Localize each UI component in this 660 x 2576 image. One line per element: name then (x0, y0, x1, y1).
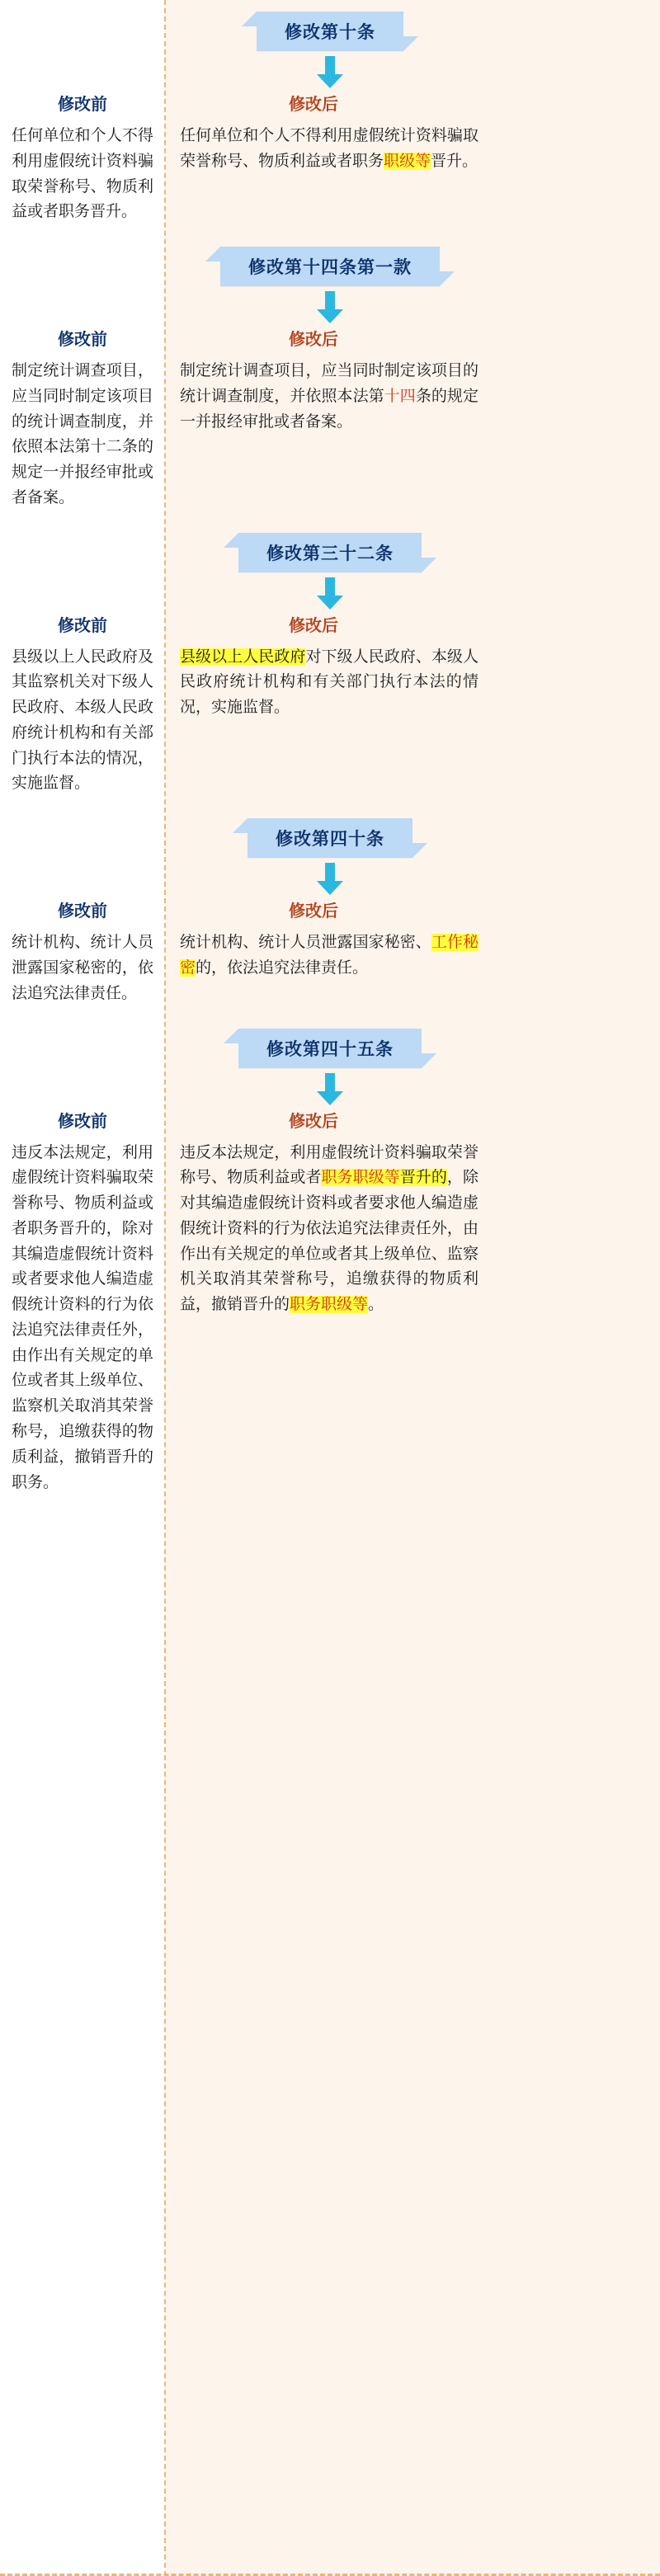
after-text-run: 制定统计调查项目，应当同时制定该项目的统计调查制度，并依照本法第 (180, 362, 478, 405)
section-banner-wrap (0, 818, 660, 858)
after-column-header: 修改后 (289, 331, 338, 350)
after-text-column (165, 359, 660, 435)
after-column-header: 修改后 (289, 902, 338, 921)
section-title: 修改第四十五条 (238, 1029, 422, 1068)
after-text-run: 违反本法规定，利用虚假统计资料骗取荣誉称号、物质利益或者 (180, 1143, 478, 1187)
comparison-columns (0, 1141, 660, 1518)
section-banner-wrap (0, 247, 660, 286)
after-text-run-changed: 职务职级等 (290, 1296, 369, 1314)
section-banner-wrap (0, 533, 660, 572)
after-text-run: 对下级人民政府、本级人民政府统计机构和有关部门执行本法的情况，实施监督。 (180, 648, 478, 717)
down-arrow-icon (0, 577, 660, 610)
after-column-header: 修改后 (289, 96, 338, 114)
before-text-column (0, 930, 165, 1006)
column-headers (0, 1108, 660, 1136)
after-text-run: 条的规定一并报经审批或者备案。 (180, 387, 478, 431)
after-paragraph (180, 930, 478, 982)
after-text-run-changed: 工作秘密 (180, 934, 478, 977)
down-arrow-icon (0, 1073, 660, 1106)
comparison-columns (0, 930, 660, 1028)
section-title: 修改第三十二条 (238, 533, 422, 572)
before-column-header: 修改前 (58, 616, 107, 635)
after-text-run: 。 (368, 1296, 384, 1314)
after-text-run: ，除对其编造虚假统计资料或者要求他人编造虚假统计资料的行为依法追究法律责任外，由作出有关规定的单位或者其上级单位、监察机关取消其荣誉称号，追缴获得的物质利益，撤销晋升的 (180, 1169, 478, 1314)
after-text-run-changed: 晋升的 (399, 1169, 447, 1187)
comparison-columns (0, 124, 660, 247)
column-headers (0, 326, 660, 354)
column-headers (0, 91, 660, 119)
after-text-run-changed: 十四 (384, 387, 416, 405)
after-text-column (165, 645, 660, 721)
after-text-column (165, 1141, 660, 1318)
after-text-column (165, 124, 660, 175)
comparison-columns (0, 359, 660, 533)
before-column-header: 修改前 (58, 96, 107, 114)
before-column-header: 修改前 (58, 331, 107, 350)
before-paragraph: 县级以上人民政府及其监察机关对下级人民政府、本级人民政府统计机构和有关部门执行本法的情况，实施监督。 (12, 648, 153, 793)
column-headers (0, 612, 660, 640)
before-text-column (0, 645, 165, 798)
before-text-column (0, 124, 165, 225)
before-paragraph: 违反本法规定，利用虚假统计资料骗取荣誉称号、物质利益或者职务晋升的，除对其编造虚假统计资料或者要求他人编造虚假统计资料的行为依法追究法律责任外，由作出有关规定的单位或者其上级单位、监察机关取消其荣誉称号，追缴获得的物质利益，撤销晋升的职务。 (12, 1143, 153, 1491)
after-paragraph (180, 1141, 478, 1318)
column-headers (0, 897, 660, 925)
after-text-column (165, 930, 660, 982)
after-column-header: 修改后 (289, 1112, 338, 1131)
before-column-header: 修改前 (58, 1112, 107, 1131)
section-title: 修改第十条 (257, 12, 403, 51)
down-arrow-icon (0, 56, 660, 89)
before-paragraph: 统计机构、统计人员泄露国家秘密的，依法追究法律责任。 (12, 934, 153, 1002)
after-text-run-changed: 县级以上人民政府 (180, 648, 306, 666)
after-text-run: 的，依法追究法律责任。 (196, 959, 369, 977)
after-column-header: 修改后 (289, 616, 338, 635)
after-text-run: 晋升。 (431, 152, 478, 170)
comparison-columns (0, 645, 660, 819)
before-text-column (0, 1141, 165, 1496)
after-text-run: 任何单位和个人不得利用虚假统计资料骗取荣誉称号、物质利益或者职务 (180, 127, 478, 170)
section-title: 修改第十四条第一款 (220, 247, 440, 286)
after-text-run-changed: 职务职级等 (321, 1169, 400, 1187)
before-paragraph: 制定统计调查项目，应当同时制定该项目的统计调查制度，并依照本法第十二条的规定一并报经审批或者备案。 (12, 362, 153, 506)
down-arrow-icon (0, 291, 660, 324)
after-paragraph (180, 359, 478, 435)
after-paragraph (180, 645, 478, 721)
before-paragraph: 任何单位和个人不得利用虚假统计资料骗取荣誉称号、物质利益或者职务晋升。 (12, 127, 153, 221)
bottom-dashed-border (0, 2567, 660, 2576)
after-text-run: 统计机构、统计人员泄露国家秘密、 (180, 934, 431, 952)
after-paragraph (180, 124, 478, 175)
section-banner-wrap (0, 1029, 660, 1068)
section-banner-wrap (0, 12, 660, 51)
down-arrow-icon (0, 863, 660, 896)
before-text-column (0, 359, 165, 511)
before-column-header: 修改前 (58, 902, 107, 921)
section-title: 修改第四十条 (248, 818, 412, 858)
after-text-run-changed: 职级等 (384, 152, 431, 170)
